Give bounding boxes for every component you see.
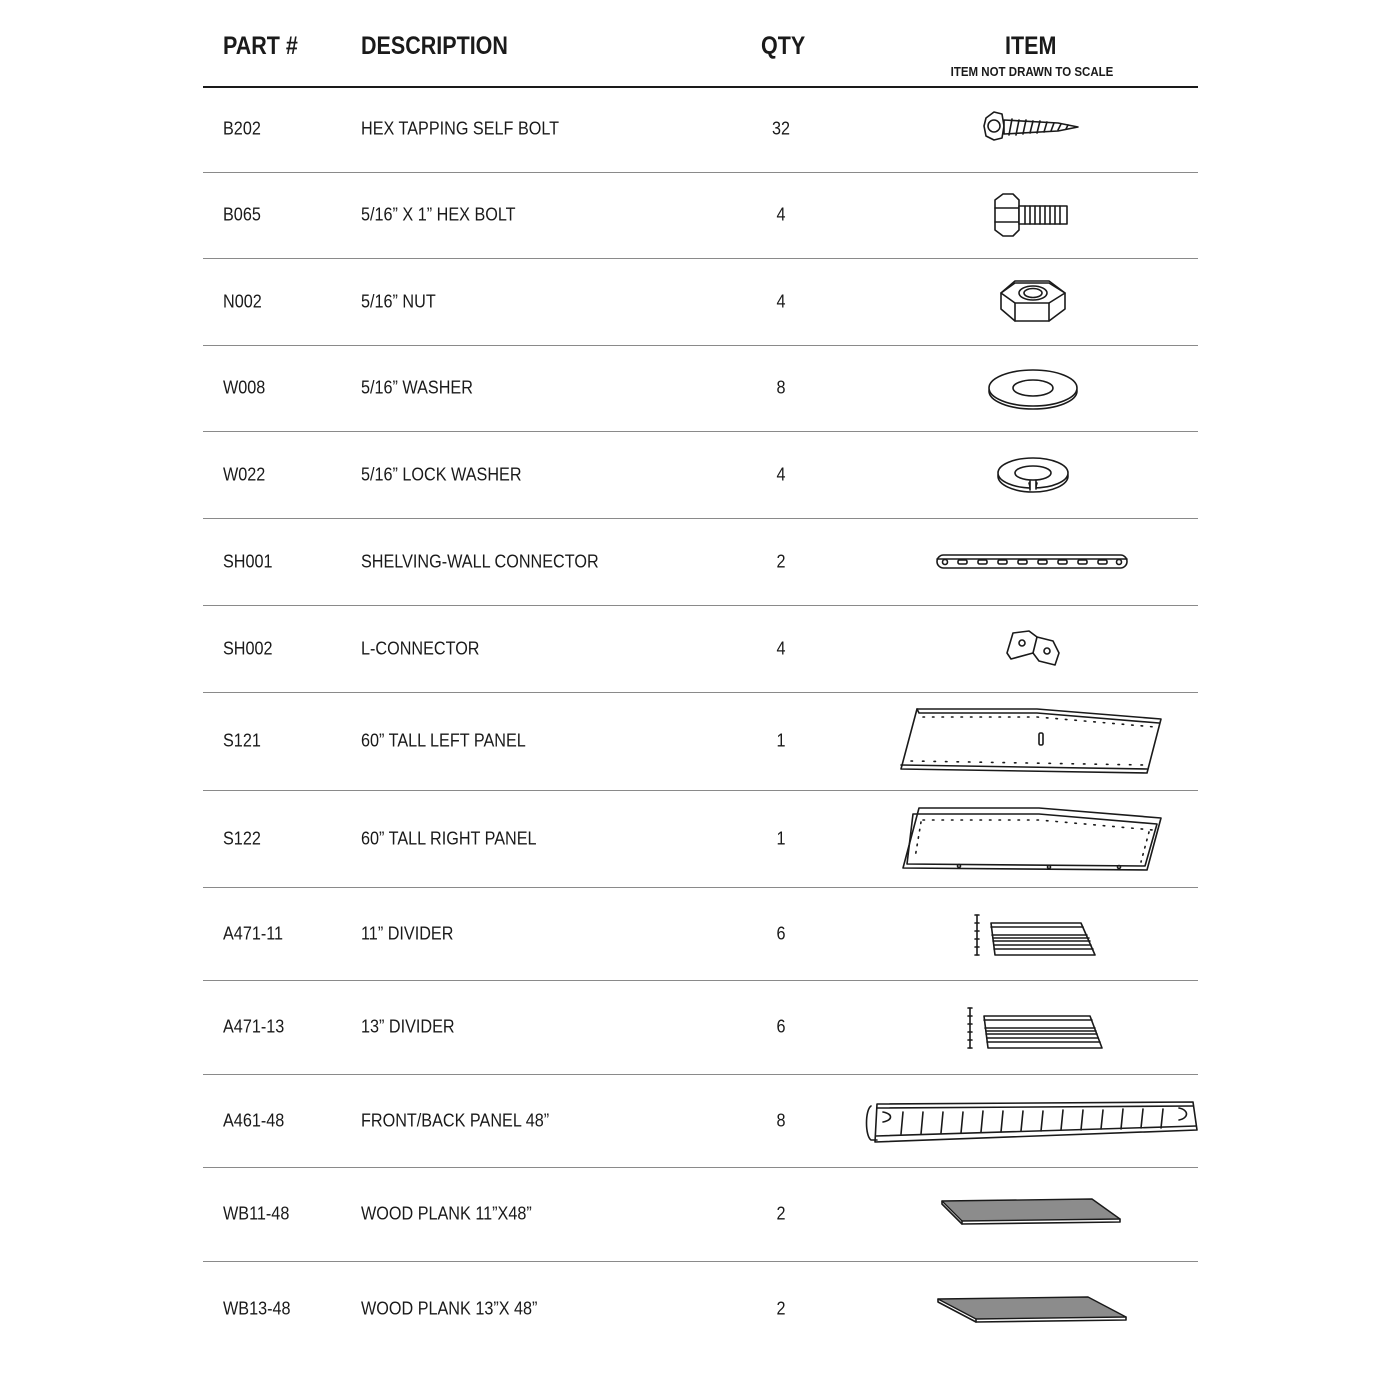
part-qty: 1	[776, 828, 786, 848]
table-row	[203, 172, 1198, 259]
part-description: WOOD PLANK 13”X 48”	[361, 1298, 538, 1319]
table-row	[203, 431, 1198, 519]
table-row	[203, 692, 1198, 791]
tapping-screw-icon	[978, 106, 1088, 150]
table-row	[203, 518, 1198, 606]
part-number: SH001	[223, 551, 273, 571]
part-description: HEX TAPPING SELF BOLT	[361, 118, 560, 139]
table-row	[203, 345, 1198, 432]
part-number: WB11-48	[223, 1203, 290, 1224]
wood-plank-11-icon	[936, 1195, 1124, 1227]
part-qty: 8	[776, 1110, 786, 1130]
part-description: 5/16” WASHER	[361, 377, 473, 398]
part-number: SH002	[223, 638, 273, 658]
beam-panel-icon	[863, 1096, 1199, 1146]
part-qty: 6	[776, 923, 786, 943]
lock-washer-icon	[995, 454, 1071, 496]
part-description: 13” DIVIDER	[361, 1016, 455, 1037]
part-number: B202	[223, 118, 261, 139]
flat-washer-icon	[986, 365, 1080, 413]
part-number: W008	[223, 377, 266, 398]
part-description: L-CONNECTOR	[361, 638, 480, 658]
right-side-panel-icon	[899, 804, 1165, 876]
divider-13-icon	[966, 1004, 1106, 1052]
part-description: SHELVING-WALL CONNECTOR	[361, 551, 599, 571]
part-description: 11” DIVIDER	[361, 923, 454, 943]
table-row	[203, 980, 1198, 1075]
part-qty: 2	[776, 1298, 786, 1319]
part-number: A471-11	[223, 923, 284, 943]
part-number: S122	[223, 828, 261, 848]
part-description: WOOD PLANK 11”X48”	[361, 1203, 532, 1224]
part-number: WB13-48	[223, 1298, 291, 1319]
hex-nut-icon	[997, 275, 1069, 327]
part-qty: 4	[776, 638, 786, 658]
part-number: W022	[223, 464, 266, 484]
part-qty: 4	[776, 464, 786, 484]
table-row	[203, 887, 1198, 981]
part-number: A461-48	[223, 1110, 285, 1130]
table-row	[203, 258, 1198, 346]
hex-bolt-icon	[991, 190, 1075, 240]
part-description: FRONT/BACK PANEL 48”	[361, 1110, 550, 1130]
table-row	[203, 790, 1198, 888]
left-side-panel-icon	[897, 705, 1165, 777]
item-heading: ITEM	[1005, 32, 1057, 60]
part-number: A471-13	[223, 1016, 285, 1037]
part-qty: 4	[776, 204, 786, 225]
table-row	[203, 605, 1198, 693]
table-row	[203, 1261, 1198, 1357]
qty-heading: QTY	[761, 32, 806, 60]
wood-plank-13-icon	[934, 1293, 1130, 1325]
part-number: N002	[223, 291, 262, 311]
part-description: 5/16” NUT	[361, 291, 436, 311]
part-number-heading: PART #	[223, 32, 298, 60]
part-qty: 4	[776, 291, 786, 311]
part-qty: 6	[776, 1016, 786, 1037]
table-row	[203, 1167, 1198, 1262]
part-qty: 2	[776, 551, 786, 571]
part-qty: 1	[776, 730, 786, 751]
scale-note: ITEM NOT DRAWN TO SCALE	[950, 65, 1114, 79]
part-description: 5/16” LOCK WASHER	[361, 464, 522, 484]
table-header	[203, 0, 1198, 88]
part-qty: 2	[776, 1203, 786, 1224]
table-row	[203, 1074, 1198, 1168]
part-qty: 8	[776, 377, 786, 398]
table-row	[203, 86, 1198, 173]
part-description: 60” TALL LEFT PANEL	[361, 730, 526, 751]
wall-connector-strap-icon	[934, 550, 1130, 574]
part-qty: 32	[771, 118, 791, 139]
part-number: S121	[223, 730, 261, 751]
l-bracket-icon	[1003, 627, 1063, 671]
description-heading: DESCRIPTION	[361, 32, 508, 60]
part-description: 5/16” X 1” HEX BOLT	[361, 204, 516, 225]
divider-11-icon	[973, 911, 1099, 959]
part-description: 60” TALL RIGHT PANEL	[361, 828, 537, 848]
part-number: B065	[223, 204, 261, 225]
